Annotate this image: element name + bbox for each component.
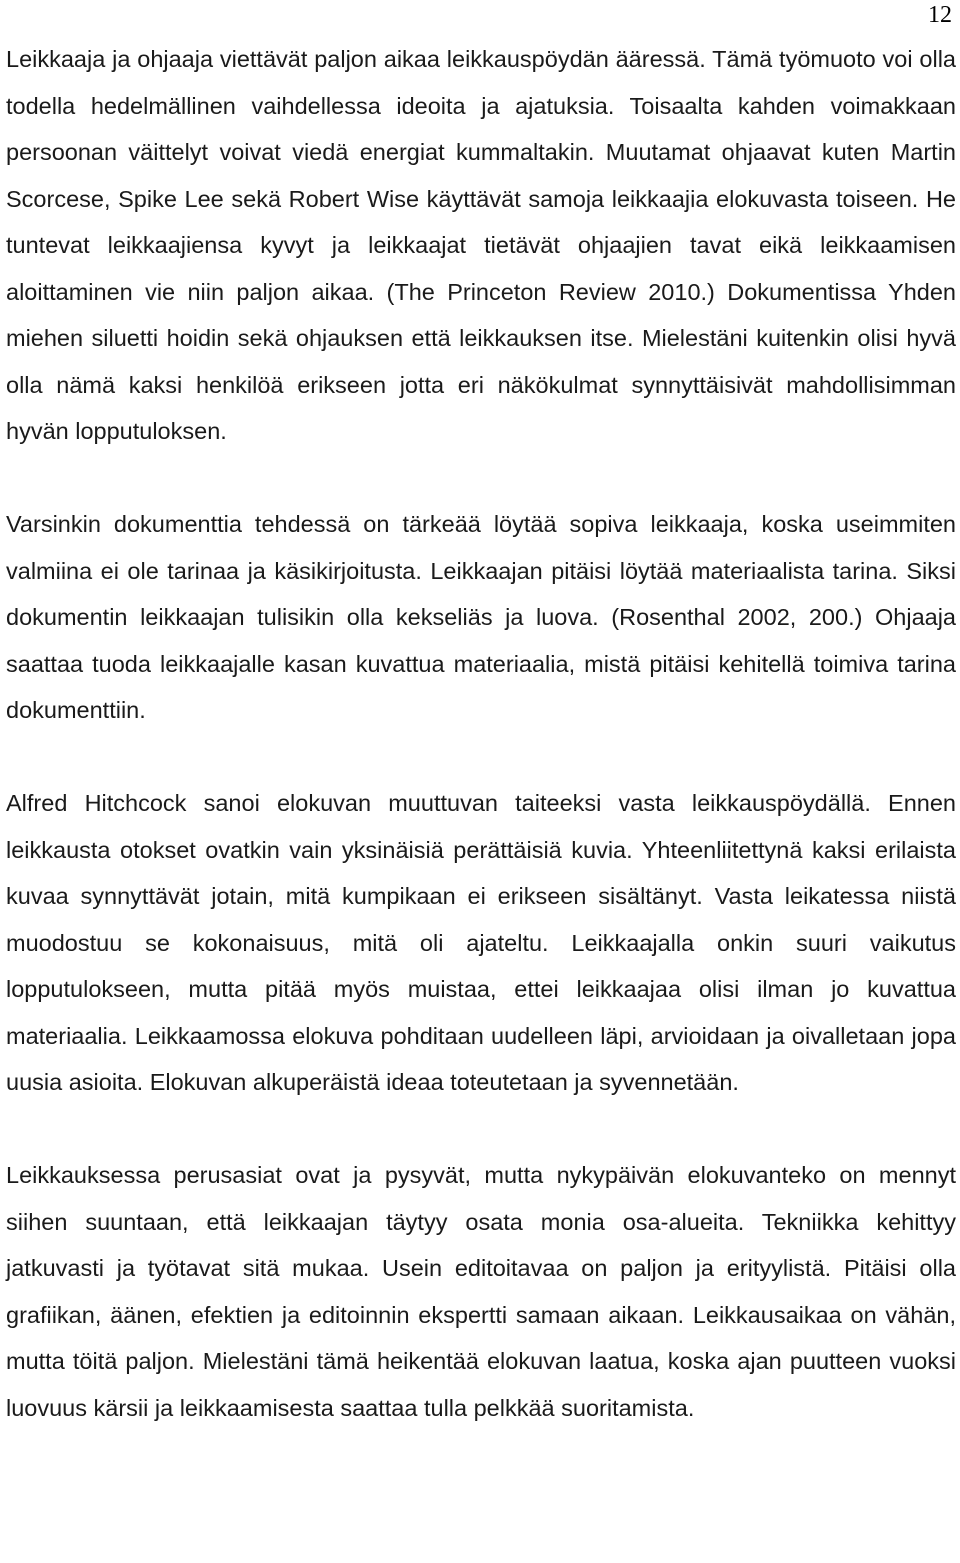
paragraph-3: Alfred Hitchcock sanoi elokuvan muuttuvan taiteeksi vasta leikkauspöydällä. Ennen leikkausta otokset ovatkin vain yksinäisiä perättäisiä kuvia. Yhteenliitettynä kaksi erilaista kuvaa synnyttävät jotain, mitä kumpikaan ei erikseen sisältänyt. Vasta leikatessa niistä muodostuu se kokonaisuus, mitä oli ajateltu. Leikkaajalla onkin suuri vaikutus lopputulokseen, mutta pitää myös muistaa, ettei leikkaajaa olisi ilman jo kuvattua materiaalia. Leikkaamossa elokuva pohditaan uudelleen läpi, arvioidaan ja oivalletaan jopa uusia asioita. Elokuvan alkuperäistä ideaa toteutetaan ja syvennetään.: [6, 790, 956, 1095]
body-text: [6, 36, 956, 1431]
paragraph-1: Leikkaaja ja ohjaaja viettävät paljon aikaa leikkauspöydän ääressä. Tämä työmuoto voi olla todella hedelmällinen vaihdellessa ideoita ja ajatuksia. Toisaalta kahden voimakkaan persoonan väittelyt voivat viedä energiat kummaltakin. Muutamat ohjaavat kuten Martin Scorcese, Spike Lee sekä Robert Wise käyttävät samoja leikkaajia elokuvasta toiseen. He tuntevat leikkaajiensa kyvyt ja leikkaajat tietävät ohjaajien tavat eikä leikkaamisen aloittaminen vie niin paljon aikaa. (The Princeton Review 2010.) Dokumentissa Yhden miehen siluetti hoidin sekä ohjauksen että leikkauksen itse. Mielestäni kuitenkin olisi hyvä olla nämä kaksi henkilöä erikseen jotta eri näkökulmat synnyttäisivät mahdollisimman hyvän lopputuloksen.: [6, 46, 956, 444]
paragraph-2: Varsinkin dokumenttia tehdessä on tärkeää löytää sopiva leikkaaja, koska useimmiten valmiina ei ole tarinaa ja käsikirjoitusta. Leikkaajan pitäisi löytää materiaalista tarina. Siksi dokumentin leikkaajan tulisikin olla kekseliäs ja luova. (Rosenthal 2002, 200.) Ohjaaja saattaa tuoda leikkaajalle kasan kuvattua materiaalia, mistä pitäisi kehitellä toimiva tarina dokumenttiin.: [6, 511, 956, 723]
paragraph-4: Leikkauksessa perusasiat ovat ja pysyvät, mutta nykypäivän elokuvanteko on mennyt siihen suuntaan, että leikkaajan täytyy osata monia osa-alueita. Tekniikka kehittyy jatkuvasti ja työtavat sitä mukaa. Usein editoitavaa on paljon ja erityylistä. Pitäisi olla grafiikan, äänen, efektien ja editoinnin ekspertti samaan aikaan. Leikkausaikaa on vähän, mutta töitä paljon. Mielestäni tämä heikentää elokuvan laatua, koska ajan puutteen vuoksi luovuus kärsii ja leikkaamisesta saattaa tulla pelkkää suoritamista.: [6, 1162, 956, 1421]
page-number: 12: [928, 2, 952, 28]
